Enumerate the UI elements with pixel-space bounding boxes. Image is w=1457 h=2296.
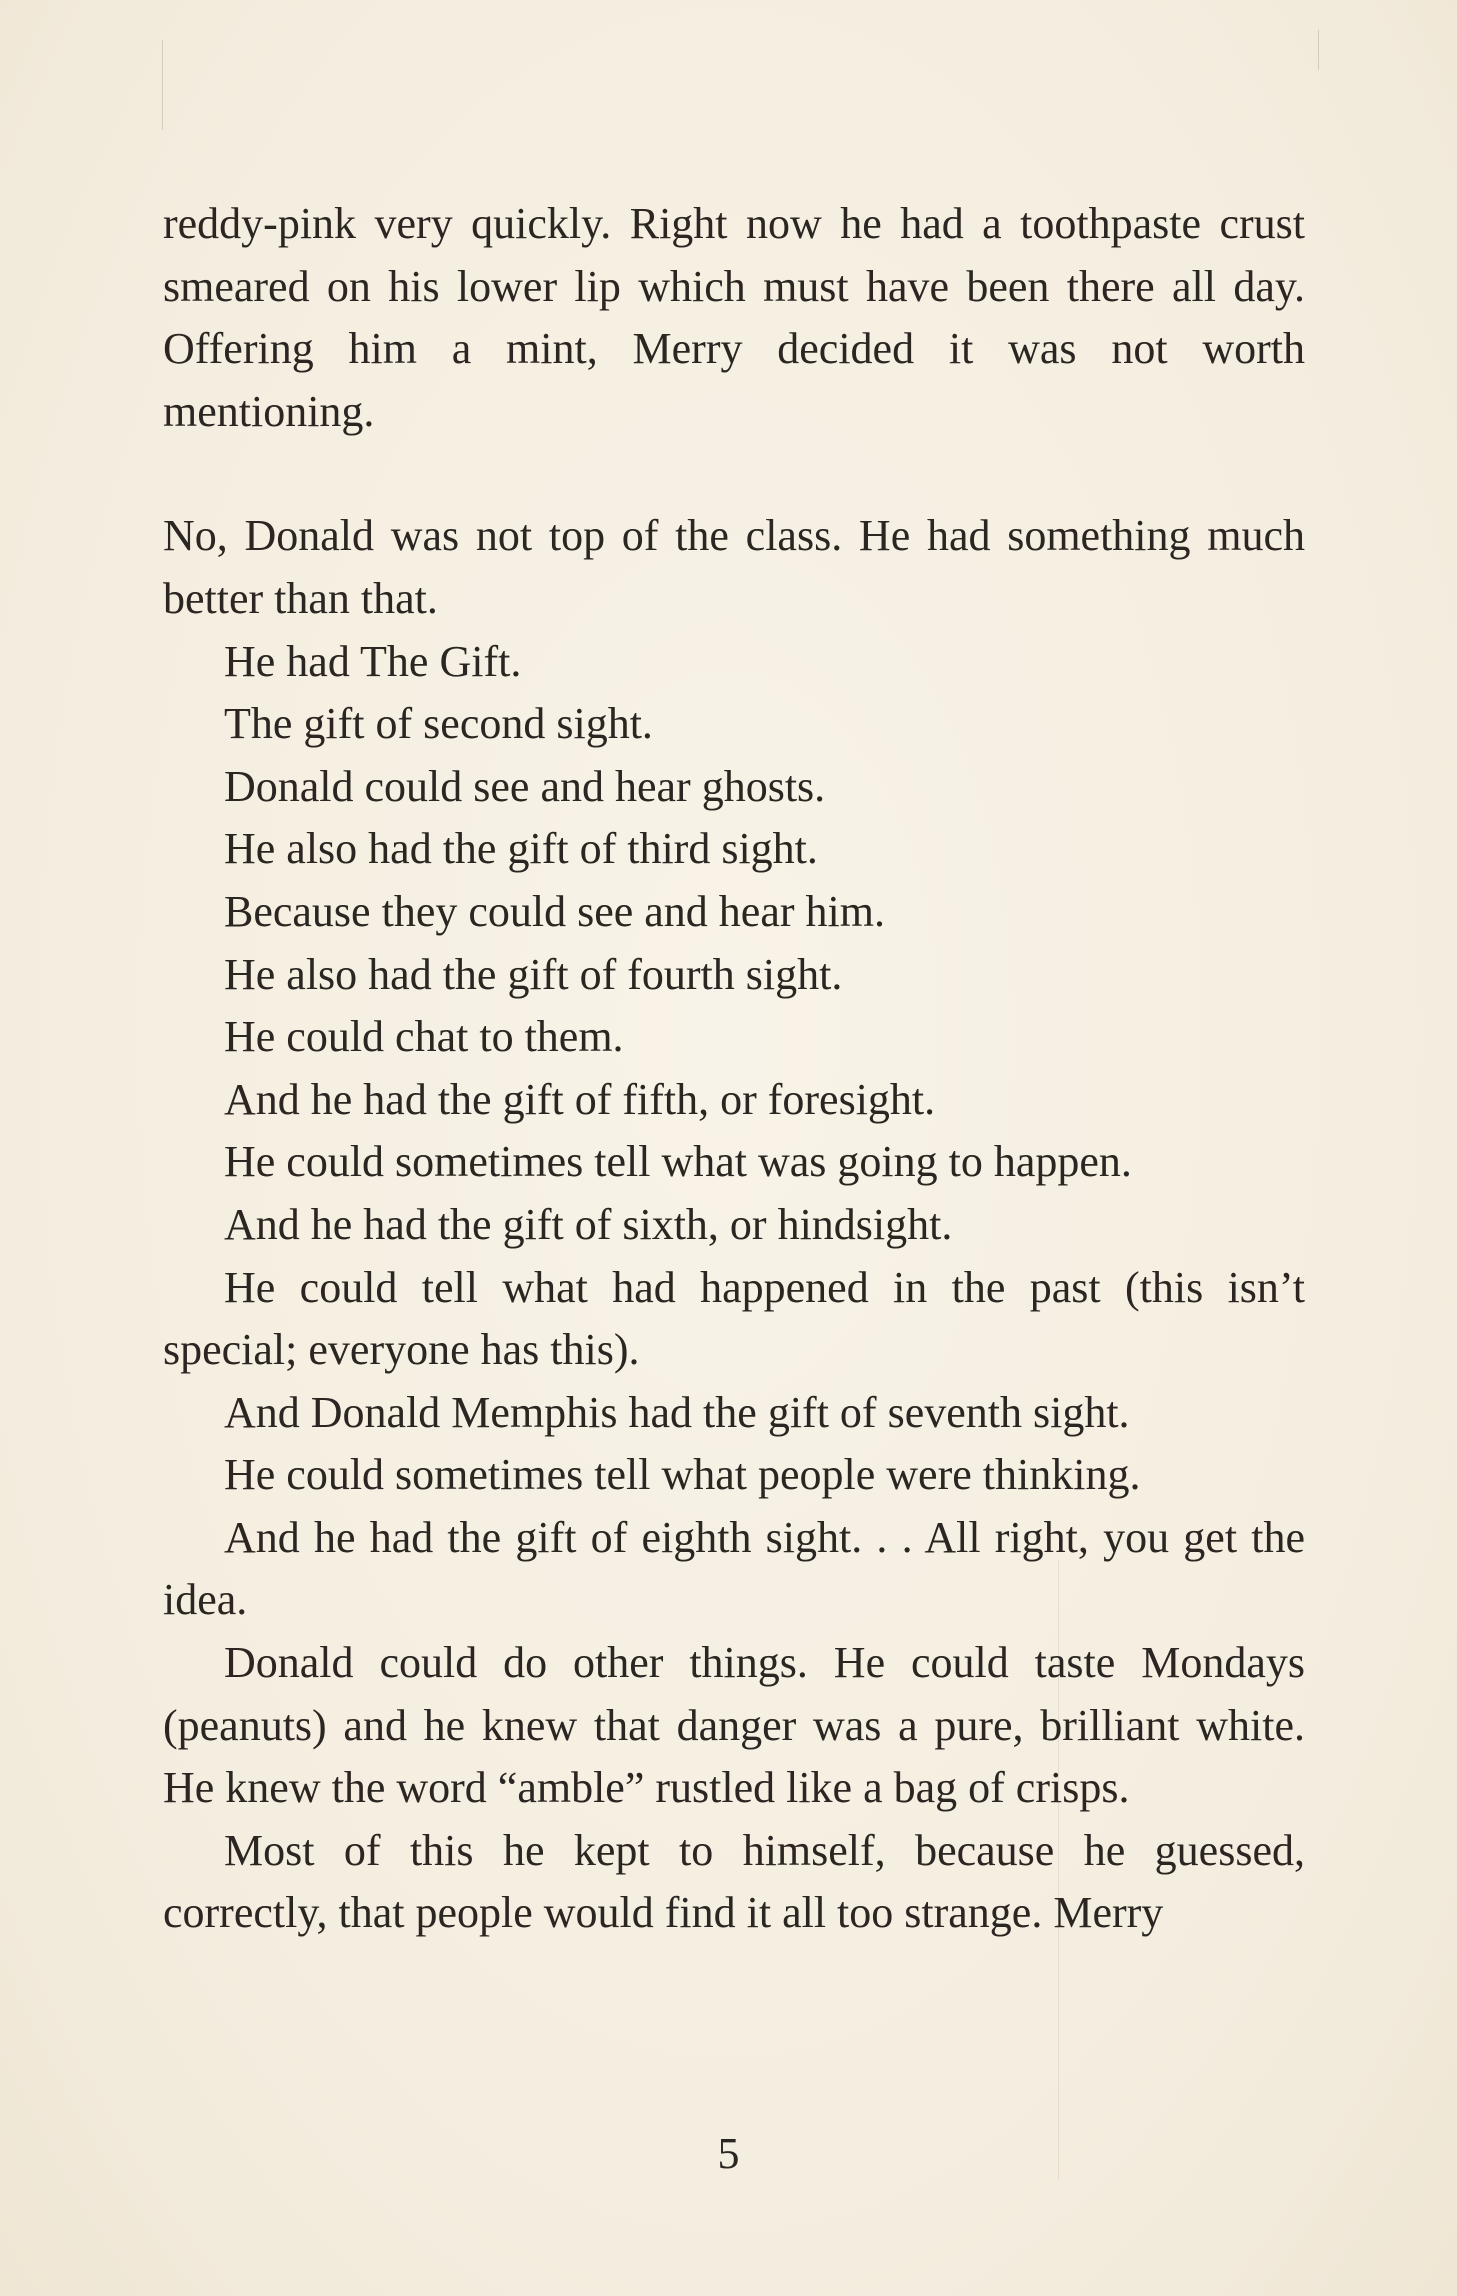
paragraph: reddy-pink very quickly. Right now he had a toothpaste crust smeared on his lower lip which must have been there all day. Offering him a mint, Merry decided it was not worth mentioning. bbox=[163, 199, 1305, 436]
paragraph: He could chat to them. bbox=[224, 1012, 624, 1062]
paragraph: The gift of second sight. bbox=[224, 699, 653, 749]
scan-crease-mark bbox=[162, 40, 163, 130]
paragraph: He had The Gift. bbox=[224, 636, 522, 686]
page-number: 5 bbox=[717, 2129, 740, 2178]
body-text bbox=[163, 193, 1305, 1945]
paragraph: And he had the gift of fifth, or foresight. bbox=[224, 1074, 936, 1124]
paragraph: He could tell what had happened in the past (this isn’t special; everyone has this). bbox=[163, 1262, 1305, 1375]
paragraph: Donald could see and hear ghosts. bbox=[224, 761, 826, 811]
paragraph: He could sometimes tell what people were thinking. bbox=[224, 1450, 1141, 1500]
paragraph: Donald could do other things. He could taste Mondays (peanuts) and he knew that danger was a pure, brilliant white. He knew the word “amble” rustled like a bag of crisps. bbox=[163, 1638, 1305, 1813]
paragraph: And Donald Memphis had the gift of seventh sight. bbox=[224, 1387, 1130, 1437]
paragraph: He also had the gift of fourth sight. bbox=[224, 949, 843, 999]
paragraph: He also had the gift of third sight. bbox=[224, 824, 818, 874]
scan-crease-mark bbox=[1318, 30, 1319, 70]
paragraph: Because they could see and hear him. bbox=[224, 886, 885, 936]
paragraph: And he had the gift of sixth, or hindsight. bbox=[224, 1199, 953, 1249]
paragraph: He could sometimes tell what was going to happen. bbox=[224, 1137, 1132, 1187]
paragraph: And he had the gift of eighth sight. . . All right, you get the idea. bbox=[163, 1512, 1305, 1625]
paragraph: Most of this he kept to himself, because he guessed, correctly, that people would find it all too strange. Merry bbox=[163, 1825, 1305, 1938]
paragraph: No, Donald was not top of the class. He had something much better than that. bbox=[163, 511, 1305, 623]
